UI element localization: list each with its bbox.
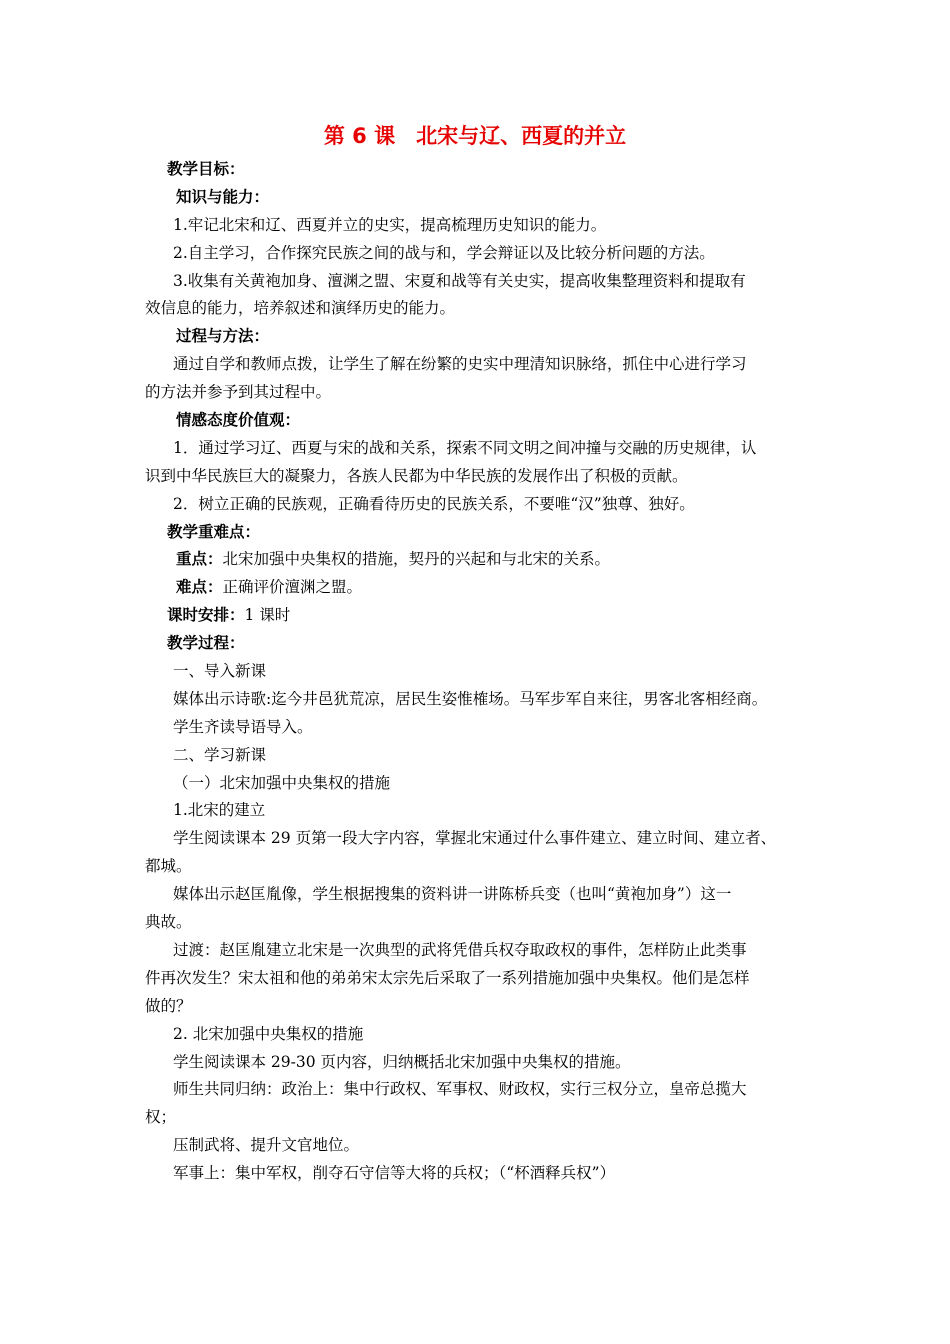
paragraph: 的方法并参予到其过程中。 <box>145 383 332 402</box>
focus-text: 北宋加强中央集权的措施，契丹的兴起和与北宋的关系。 <box>222 550 611 569</box>
schedule-line <box>145 601 825 629</box>
paragraph: 媒体出示赵匡胤像，学生根据搜集的资料讲一讲陈桥兵变（也叫“黄袍加身”）这一 <box>173 885 732 904</box>
focus-label: 重点： <box>176 550 223 569</box>
paragraph: 1.牢记北宋和辽、西夏并立的史实，提高梳理历史知识的能力。 <box>173 215 607 234</box>
paragraph: 识到中华民族巨大的凝聚力，各族人民都为中华民族的发展作出了积极的贡献。 <box>145 466 688 485</box>
paragraph: 件再次发生？宋太祖和他的弟弟宋太宗先后采取了一系列措施加强中央集权。他们是怎样 <box>145 968 750 987</box>
knowledge-heading: 知识与能力： <box>176 187 270 206</box>
paragraph: 典故。 <box>145 913 192 932</box>
paragraph: 2．树立正确的民族观，正确看待历史的民族关系，不要唯“汉”独尊、独好。 <box>173 494 695 513</box>
section-heading: 一、导入新课 <box>173 662 267 681</box>
paragraph: 2.自主学习，合作探究民族之间的战与和，学会辩证以及比较分析问题的方法。 <box>173 243 715 262</box>
paragraph: 3.收集有关黄袍加身、澶渊之盟、宋夏和战等有关史实，提高收集整理资料和提取有 <box>173 271 746 290</box>
difficulty-line <box>145 573 825 601</box>
difficulty-label: 难点： <box>176 578 223 597</box>
paragraph: 1．通过学习辽、西夏与宋的战和关系，探索不同文明之间冲撞与交融的历史规律，认 <box>173 438 757 457</box>
lesson-title: 第 6 课 北宋与辽、西夏的并立 <box>323 124 627 148</box>
subsection-heading: （一）北宋加强中央集权的措施 <box>173 773 391 792</box>
emotion-heading: 情感态度价值观： <box>176 411 301 430</box>
paragraph: 媒体出示诗歌:迄今井邑犹荒凉，居民生姿惟榷场。马军步军自来往，男客北客相经商。 <box>173 689 768 708</box>
paragraph: 压制武将、提升文官地位。 <box>173 1136 360 1155</box>
subsection-heading: 1.北宋的建立 <box>173 801 266 820</box>
keypoints-heading: 教学重难点： <box>167 522 261 541</box>
paragraph: 学生阅读课本 29-30 页内容，归纳概括北宋加强中央集权的措施。 <box>173 1052 631 1071</box>
paragraph: 都城。 <box>145 857 192 876</box>
focus-line <box>145 545 825 573</box>
paragraph: 权； <box>145 1108 177 1127</box>
paragraph: 做的？ <box>145 996 192 1015</box>
paragraph: 通过自学和教师点拨，让学生了解在纷繁的史实中理清知识脉络，抓住中心进行学习 <box>173 355 747 374</box>
objectives-heading: 教学目标： <box>167 160 245 178</box>
subsection-heading: 2. 北宋加强中央集权的措施 <box>173 1024 364 1043</box>
difficulty-text: 正确评价澶渊之盟。 <box>222 578 363 597</box>
paragraph: 军事上：集中军权，削夺石守信等大将的兵权；（“杯酒释兵权”） <box>173 1164 616 1183</box>
schedule-text: 1 课时 <box>244 606 291 625</box>
paragraph: 师生共同归纳：政治上：集中行政权、军事权、财政权，实行三权分立，皇帝总揽大 <box>173 1080 747 1099</box>
process-heading: 过程与方法： <box>176 327 270 346</box>
paragraph: 学生阅读课本 29 页第一段大字内容，掌握北宋通过什么事件建立、建立时间、建立者、 <box>173 829 777 848</box>
paragraph: 过渡：赵匡胤建立北宋是一次典型的武将凭借兵权夺取政权的事件，怎样防止此类事 <box>173 940 747 959</box>
lesson-content <box>145 155 825 1187</box>
section-heading: 二、学习新课 <box>173 745 267 764</box>
paragraph: 学生齐读导语导入。 <box>173 717 313 736</box>
procedure-heading: 教学过程： <box>167 634 245 653</box>
paragraph: 效信息的能力，培养叙述和演绎历史的能力。 <box>145 299 456 318</box>
schedule-label: 课时安排： <box>167 606 245 625</box>
